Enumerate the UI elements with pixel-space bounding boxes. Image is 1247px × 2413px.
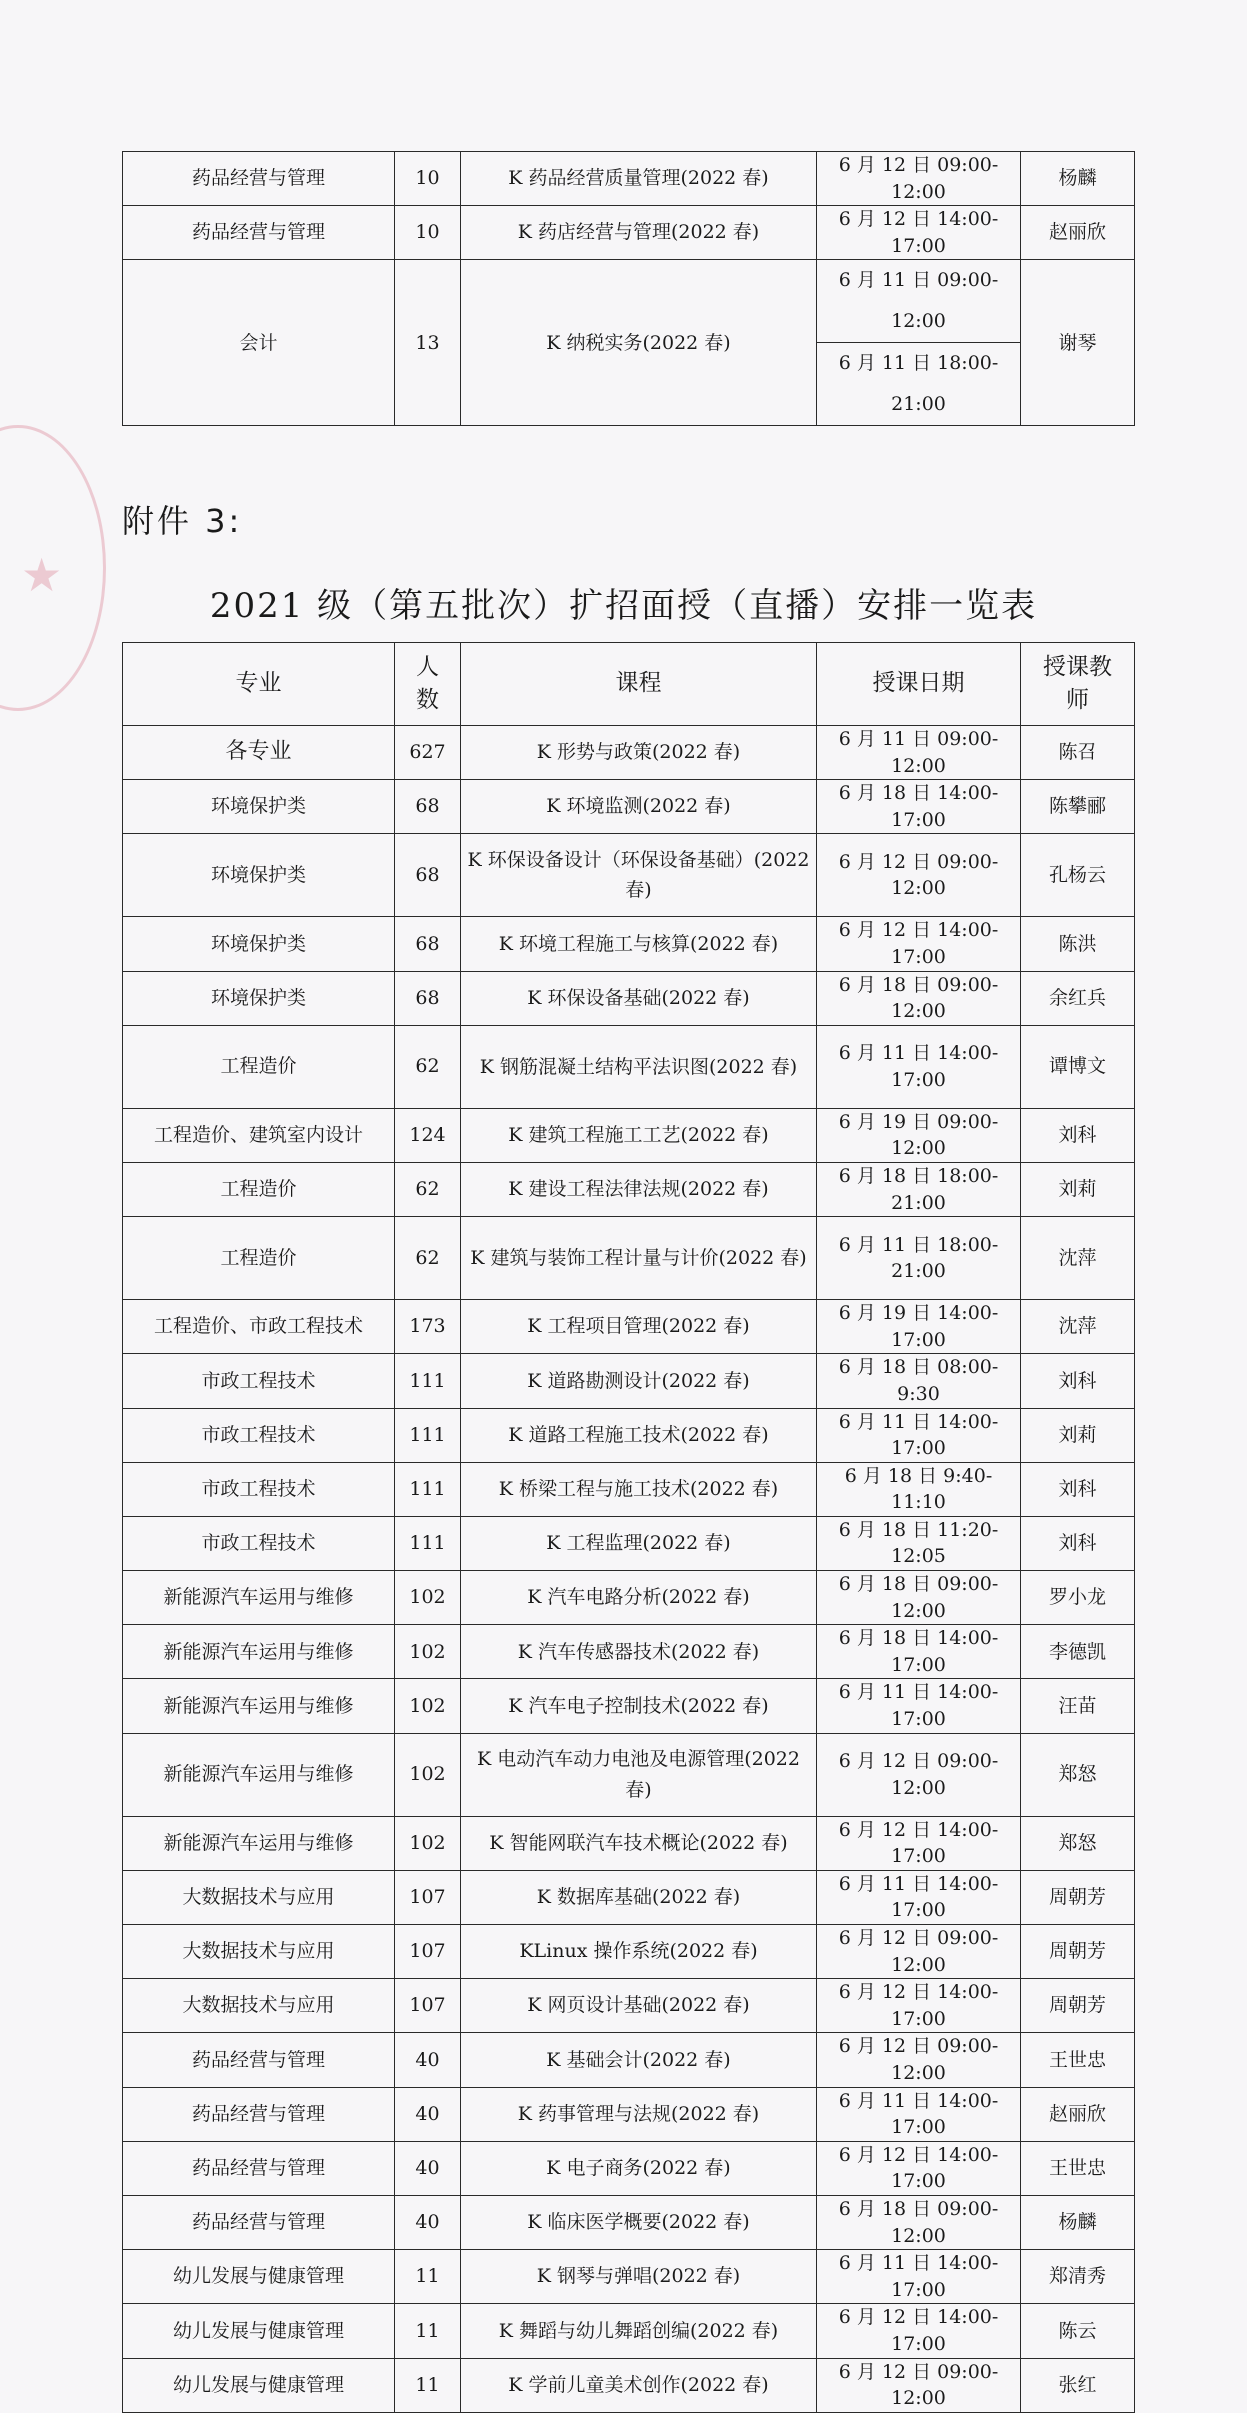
date-cell: 6 月 18 日 14:00-17:00 [817,780,1021,834]
date-cell: 6 月 11 日 14:00-17:00 [817,1870,1021,1924]
major-cell: 市政工程技术 [123,1408,395,1462]
major-cell: 新能源汽车运用与维修 [123,1816,395,1870]
table-row [123,2250,1135,2304]
table-row [123,726,1135,780]
table-row [123,1816,1135,1870]
count-cell: 102 [395,1679,461,1733]
count-cell: 627 [395,726,461,780]
count-cell: 102 [395,1816,461,1870]
date-cell: 6 月 11 日 14:00-17:00 [817,1025,1021,1108]
teacher-cell: 郑清秀 [1021,2250,1135,2304]
teacher-cell: 刘科 [1021,1354,1135,1408]
teacher-cell: 周朝芳 [1021,1870,1135,1924]
teacher-cell: 谭博文 [1021,1025,1135,1108]
count-cell: 68 [395,917,461,971]
teacher-cell: 沈萍 [1021,1300,1135,1354]
count-cell: 173 [395,1300,461,1354]
continued-schedule-table [122,151,1135,426]
date-cell: 6 月 11 日 14:00-17:00 [817,1679,1021,1733]
course-cell: K 智能网联汽车技术概论(2022 春) [461,1816,817,1870]
table-row [123,1979,1135,2033]
date-cell: 6 月 12 日 14:00-17:00 [817,206,1021,260]
course-cell: K 道路工程施工技术(2022 春) [461,1408,817,1462]
major-cell: 新能源汽车运用与维修 [123,1571,395,1625]
date-cell: 6 月 12 日 14:00-17:00 [817,1979,1021,2033]
course-cell: K 电动汽车动力电池及电源管理(2022 春) [461,1733,817,1816]
count-cell: 102 [395,1625,461,1679]
teacher-cell: 李德凯 [1021,1625,1135,1679]
table-row [123,1354,1135,1408]
count-cell: 102 [395,1733,461,1816]
header-date: 授课日期 [817,643,1021,726]
course-cell: K 建筑工程施工工艺(2022 春) [461,1108,817,1162]
header-count-line1: 人 [416,653,439,680]
teacher-cell: 刘莉 [1021,1162,1135,1216]
table-row [123,1516,1135,1570]
header-major: 专业 [123,643,395,726]
course-cell: K 钢筋混凝土结构平法识图(2022 春) [461,1025,817,1108]
date-cell: 6 月 18 日 08:00-9:30 [817,1354,1021,1408]
header-course: 课程 [461,643,817,726]
course-cell: K 环境工程施工与核算(2022 春) [461,917,817,971]
major-cell: 大数据技术与应用 [123,1979,395,2033]
date-cell: 6 月 12 日 09:00-12:00 [817,1925,1021,1979]
faded-seal-stamp [0,425,106,711]
date-cell: 6 月 12 日 14:00-17:00 [817,2141,1021,2195]
major-cell: 环境保护类 [123,780,395,834]
teacher-cell: 沈萍 [1021,1217,1135,1300]
course-cell: K 形势与政策(2022 春) [461,726,817,780]
major-cell: 新能源汽车运用与维修 [123,1733,395,1816]
teacher-cell: 刘科 [1021,1108,1135,1162]
date-cell: 6 月 12 日 09:00-12:00 [817,2033,1021,2087]
date-cell: 6 月 12 日 14:00-17:00 [817,1816,1021,1870]
teacher-cell: 郑怒 [1021,1733,1135,1816]
major-cell: 各专业 [123,726,395,780]
date-cell: 6 月 18 日 09:00-12:00 [817,1571,1021,1625]
table-row [123,834,1135,917]
major-cell: 环境保护类 [123,834,395,917]
major-cell: 药品经营与管理 [123,2033,395,2087]
teacher-cell: 杨麟 [1021,2195,1135,2249]
count-cell: 111 [395,1408,461,1462]
teacher-cell: 刘莉 [1021,1408,1135,1462]
count-cell: 107 [395,1925,461,1979]
teacher-cell: 刘科 [1021,1516,1135,1570]
table-row [123,260,1135,426]
major-cell: 环境保护类 [123,917,395,971]
course-cell: K 钢琴与弹唱(2022 春) [461,2250,817,2304]
date-cell [817,260,1021,426]
date-cell: 6 月 11 日 09:00-12:00 [817,726,1021,780]
count-cell: 62 [395,1162,461,1216]
date-cell: 6 月 18 日 9:40-11:10 [817,1462,1021,1516]
major-cell: 环境保护类 [123,971,395,1025]
count-cell: 124 [395,1108,461,1162]
table-header-row [123,643,1135,726]
teacher-cell: 刘科 [1021,1462,1135,1516]
table-row [123,1162,1135,1216]
date-cell: 6 月 18 日 18:00-21:00 [817,1162,1021,1216]
major-cell: 幼儿发展与健康管理 [123,2304,395,2358]
header-count [395,643,461,726]
teacher-cell: 余红兵 [1021,971,1135,1025]
count-cell: 107 [395,1870,461,1924]
teacher-cell: 陈洪 [1021,917,1135,971]
course-cell: K 建筑与装饰工程计量与计价(2022 春) [461,1217,817,1300]
count-cell: 11 [395,2250,461,2304]
course-cell: K 工程监理(2022 春) [461,1516,817,1570]
teacher-cell: 周朝芳 [1021,1925,1135,1979]
table-row [123,1733,1135,1816]
table-row [123,1571,1135,1625]
course-cell: K 纳税实务(2022 春) [461,260,817,426]
table-row [123,2358,1135,2412]
table-row [123,1462,1135,1516]
table-row [123,2304,1135,2358]
date-cell: 6 月 18 日 09:00-12:00 [817,2195,1021,2249]
count-cell: 68 [395,834,461,917]
table-row [123,206,1135,260]
header-teacher-line2: 师 [1066,687,1089,713]
table-row [123,780,1135,834]
course-cell: K 道路勘测设计(2022 春) [461,1354,817,1408]
date-cell: 6 月 18 日 09:00-12:00 [817,971,1021,1025]
teacher-cell: 王世忠 [1021,2033,1135,2087]
table-row [123,917,1135,971]
date-cell: 6 月 12 日 09:00-12:00 [817,2358,1021,2412]
major-cell: 工程造价 [123,1025,395,1108]
table-row [123,1679,1135,1733]
major-cell: 工程造价、建筑室内设计 [123,1108,395,1162]
course-cell: K 电子商务(2022 春) [461,2141,817,2195]
table-row [123,1408,1135,1462]
count-cell: 40 [395,2195,461,2249]
date-cell: 6 月 19 日 09:00-12:00 [817,1108,1021,1162]
table-row [123,1870,1135,1924]
count-cell: 111 [395,1462,461,1516]
count-cell: 13 [395,260,461,426]
major-cell: 新能源汽车运用与维修 [123,1625,395,1679]
page-title: 2021 级（第五批次）扩招面授（直播）安排一览表 [209,586,1038,626]
course-cell: K 学前儿童美术创作(2022 春) [461,2358,817,2412]
date-cell: 6 月 11 日 18:00-21:00 [817,1217,1021,1300]
table-row [123,1025,1135,1108]
table-row [123,2141,1135,2195]
count-cell: 11 [395,2358,461,2412]
course-cell: KLinux 操作系统(2022 春) [461,1925,817,1979]
attachment-label: 附件 3: [122,502,243,540]
table-row [123,2195,1135,2249]
major-cell: 市政工程技术 [123,1354,395,1408]
date-cell: 6 月 11 日 14:00-17:00 [817,1408,1021,1462]
table-row [123,1625,1135,1679]
major-cell: 药品经营与管理 [123,2087,395,2141]
course-cell: K 舞蹈与幼儿舞蹈创编(2022 春) [461,2304,817,2358]
date-cell: 6 月 12 日 09:00-12:00 [817,152,1021,206]
major-cell: 市政工程技术 [123,1462,395,1516]
course-cell: K 药店经营与管理(2022 春) [461,206,817,260]
major-cell: 工程造价 [123,1162,395,1216]
continued-table-body [123,152,1135,426]
teacher-cell: 赵丽欣 [1021,206,1135,260]
table-row [123,971,1135,1025]
major-cell: 工程造价 [123,1217,395,1300]
header-teacher-line1: 授课教 [1043,653,1112,680]
course-cell: K 环保设备基础(2022 春) [461,971,817,1025]
date-line-2: 6 月 11 日 18:00-21:00 [838,352,999,416]
seal-star-icon: ★ [21,548,63,602]
course-cell: K 环境监测(2022 春) [461,780,817,834]
major-cell: 幼儿发展与健康管理 [123,2358,395,2412]
schedule-table-body [123,726,1135,2413]
count-cell: 40 [395,2141,461,2195]
teacher-cell: 陈召 [1021,726,1135,780]
date-cell: 6 月 12 日 14:00-17:00 [817,2304,1021,2358]
course-cell: K 建设工程法律法规(2022 春) [461,1162,817,1216]
course-cell: K 桥梁工程与施工技术(2022 春) [461,1462,817,1516]
count-cell: 40 [395,2087,461,2141]
count-cell: 62 [395,1217,461,1300]
course-cell: K 汽车电子控制技术(2022 春) [461,1679,817,1733]
course-cell: K 药品经营质量管理(2022 春) [461,152,817,206]
date-cell: 6 月 19 日 14:00-17:00 [817,1300,1021,1354]
major-cell: 会计 [123,260,395,426]
teacher-cell: 王世忠 [1021,2141,1135,2195]
teacher-cell: 谢琴 [1021,260,1135,426]
date-cell: 6 月 18 日 11:20-12:05 [817,1516,1021,1570]
teacher-cell: 孔杨云 [1021,834,1135,917]
teacher-cell: 罗小龙 [1021,1571,1135,1625]
major-cell: 大数据技术与应用 [123,1870,395,1924]
teacher-cell: 周朝芳 [1021,1979,1135,2033]
major-cell: 药品经营与管理 [123,2141,395,2195]
header-count-line2: 数 [416,687,439,713]
count-cell: 111 [395,1354,461,1408]
table-row [123,1108,1135,1162]
header-teacher [1021,643,1135,726]
major-cell: 工程造价、市政工程技术 [123,1300,395,1354]
table-row [123,2033,1135,2087]
course-cell: K 工程项目管理(2022 春) [461,1300,817,1354]
date-cell: 6 月 11 日 14:00-17:00 [817,2250,1021,2304]
count-cell: 107 [395,1979,461,2033]
date-cell: 6 月 12 日 09:00-12:00 [817,834,1021,917]
count-cell: 62 [395,1025,461,1108]
teacher-cell: 陈云 [1021,2304,1135,2358]
table-row [123,2087,1135,2141]
date-cell: 6 月 12 日 09:00-12:00 [817,1733,1021,1816]
course-cell: K 基础会计(2022 春) [461,2033,817,2087]
count-cell: 10 [395,206,461,260]
date-line-1: 6 月 11 日 09:00-12:00 [838,269,999,333]
major-cell: 市政工程技术 [123,1516,395,1570]
course-cell: K 网页设计基础(2022 春) [461,1979,817,2033]
teacher-cell: 陈攀郦 [1021,780,1135,834]
course-cell: K 数据库基础(2022 春) [461,1870,817,1924]
teacher-cell: 郑怒 [1021,1816,1135,1870]
teacher-cell: 杨麟 [1021,152,1135,206]
teacher-cell: 汪苗 [1021,1679,1135,1733]
major-cell: 新能源汽车运用与维修 [123,1679,395,1733]
date-cell: 6 月 12 日 14:00-17:00 [817,917,1021,971]
table-row [123,1925,1135,1979]
major-cell: 药品经营与管理 [123,152,395,206]
major-cell: 药品经营与管理 [123,2195,395,2249]
teacher-cell: 张红 [1021,2358,1135,2412]
count-cell: 111 [395,1516,461,1570]
count-cell: 10 [395,152,461,206]
count-cell: 102 [395,1571,461,1625]
count-cell: 11 [395,2304,461,2358]
course-cell: K 临床医学概要(2022 春) [461,2195,817,2249]
course-cell: K 汽车电路分析(2022 春) [461,1571,817,1625]
teacher-cell: 赵丽欣 [1021,2087,1135,2141]
table-row [123,152,1135,206]
major-cell: 大数据技术与应用 [123,1925,395,1979]
course-cell: K 药事管理与法规(2022 春) [461,2087,817,2141]
schedule-table [122,642,1135,2413]
count-cell: 40 [395,2033,461,2087]
course-cell: K 环保设备设计（环保设备基础）(2022 春) [461,834,817,917]
count-cell: 68 [395,971,461,1025]
major-cell: 幼儿发展与健康管理 [123,2250,395,2304]
date-cell: 6 月 18 日 14:00-17:00 [817,1625,1021,1679]
count-cell: 68 [395,780,461,834]
table-row [123,1300,1135,1354]
major-cell: 药品经营与管理 [123,206,395,260]
date-cell: 6 月 11 日 14:00-17:00 [817,2087,1021,2141]
table-row [123,1217,1135,1300]
course-cell: K 汽车传感器技术(2022 春) [461,1625,817,1679]
